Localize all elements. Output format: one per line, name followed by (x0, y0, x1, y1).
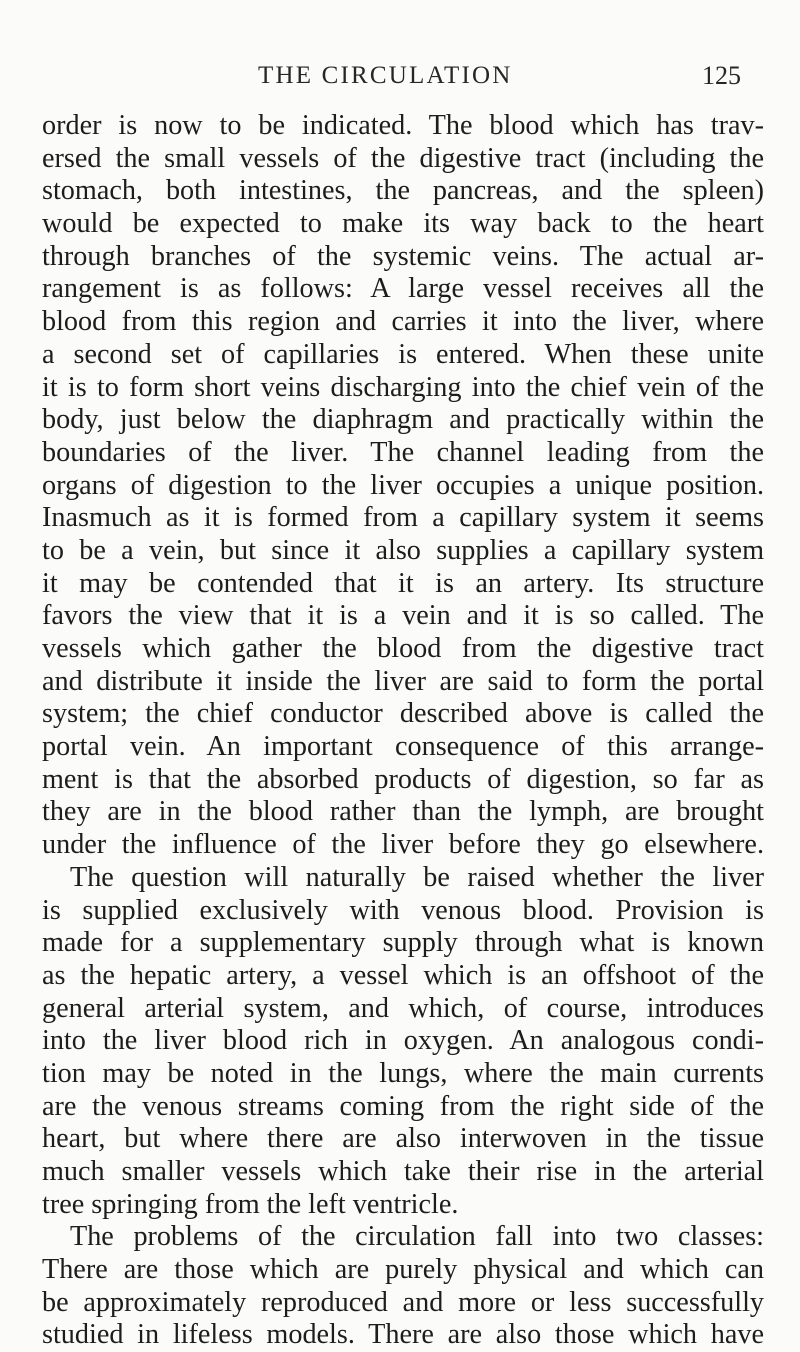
text-line: as the hepatic artery, a vessel which is an offshoot of the (42, 959, 764, 991)
text-line: organs of digestion to the liver occupies a unique position. (42, 469, 764, 501)
text-line: through branches of the systemic veins. The actual ar- (42, 240, 764, 272)
text-line: order is now to be indicated. The blood which has trav- (42, 110, 764, 141)
text-line: is supplied exclusively with venous blood. Provision is (42, 894, 764, 926)
text-line: system; the chief conductor described above is called the (42, 698, 764, 730)
text-line: would be expected to make its way back to the heart (42, 208, 764, 240)
text-line: ersed the small vessels of the digestive tract (including the (42, 142, 764, 174)
text-line: a second set of capillaries is entered. When these unite (42, 338, 764, 370)
body-text (42, 110, 764, 1352)
text-line: made for a supplementary supply through what is known (42, 927, 764, 959)
text-line: body, just below the diaphragm and practically within the (42, 404, 764, 436)
text-line: heart, but where there are also interwoven in the tissue (42, 1123, 764, 1155)
text-line: blood from this region and carries it into the liver, where (42, 306, 764, 338)
text-line: to be a vein, but since it also supplies a capillary system (42, 534, 764, 566)
text-line: ment is that the absorbed products of digestion, so far as (42, 763, 764, 795)
text-line: The question will naturally be raised whether the liver (70, 861, 764, 893)
text-line: tree springing from the left ventricle. (42, 1188, 459, 1220)
running-title: THE CIRCULATION (258, 62, 513, 89)
text-line: There are those which are purely physical and which can (42, 1254, 764, 1286)
text-line: they are in the blood rather than the lymph, are brought (42, 796, 764, 828)
text-line: are the venous streams coming from the right side of the (42, 1090, 764, 1122)
text-line: general arterial system, and which, of course, introduces (42, 992, 764, 1024)
text-line: boundaries of the liver. The channel leading from the (42, 436, 764, 468)
text-line: it is to form short veins discharging into the chief vein of the (42, 371, 764, 403)
page-number: 125 (702, 61, 741, 90)
text-line: Inasmuch as it is formed from a capillary system it seems (42, 502, 764, 534)
text-line: much smaller vessels which take their rise in the arterial (42, 1156, 764, 1187)
text-line: favors the view that it is a vein and it is so called. The (42, 600, 764, 632)
text-line: tion may be noted in the lungs, where the main currents (42, 1057, 764, 1089)
text-line: under the influence of the liver before they go elsewhere. (42, 829, 764, 861)
text-line: portal vein. An important consequence of this arrange- (42, 731, 764, 763)
text-line: vessels which gather the blood from the digestive tract (42, 633, 764, 664)
text-line: into the liver blood rich in oxygen. An analogous condi- (42, 1025, 764, 1057)
text-line: rangement is as follows: A large vessel receives all the (42, 273, 764, 305)
text-line: stomach, both intestines, the pancreas, and the spleen) (42, 175, 764, 207)
text-line: and distribute it inside the liver are said to form the portal (42, 665, 764, 697)
text-line: studied in lifeless models. There are also those which have (42, 1319, 764, 1351)
text-line: it may be contended that it is an artery. Its structure (42, 567, 764, 599)
text-line: be approximately reproduced and more or less successfully (42, 1286, 764, 1318)
text-line: The problems of the circulation fall into two classes: (70, 1221, 764, 1253)
